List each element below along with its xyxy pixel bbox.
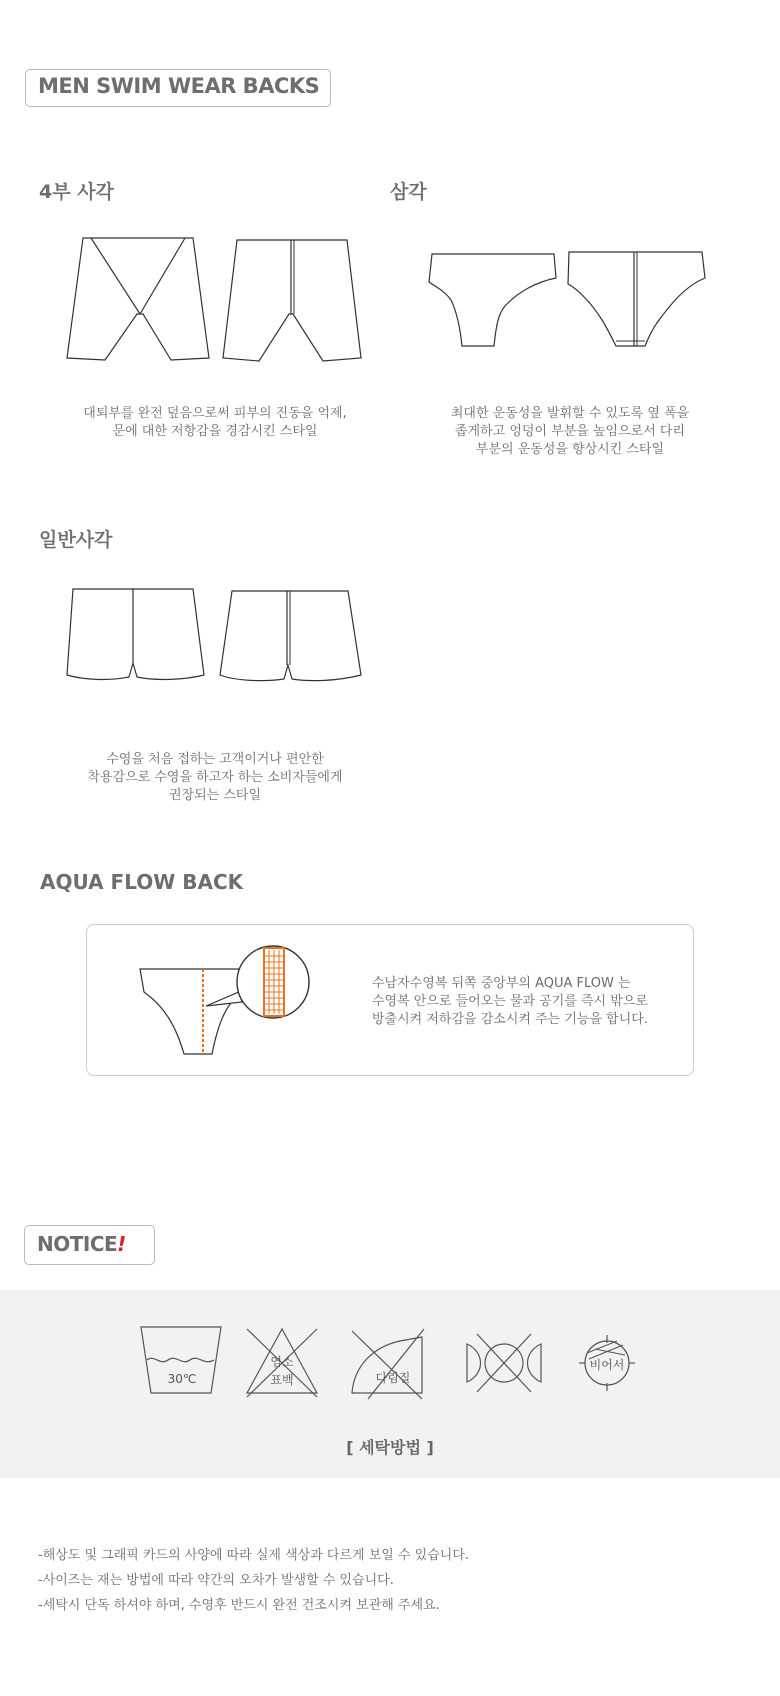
trunk-front-illustration: [64, 585, 209, 685]
aqua-flow-illustration: [136, 944, 316, 1059]
no-iron-label: 다림질: [375, 1371, 411, 1385]
jammer-back-illustration: [220, 236, 370, 374]
notice-bang: !: [117, 1232, 126, 1256]
desc-line: 최대한 운동성을 발휘할 수 있도록 옆 폭을: [450, 406, 690, 421]
section-heading-4bu: 4부 사각: [39, 181, 114, 203]
notice-label: [37, 1232, 126, 1256]
desc-line: 수남자수영복 뒤쪽 중앙부의 AQUA FLOW 는: [372, 976, 631, 991]
desc-line: 대퇴부를 완전 덮음으로써 피부의 진동을 억제,: [83, 406, 347, 421]
desc-line: 착용감으로 수영을 하고자 하는 소비자들에게: [87, 770, 343, 785]
no-bleach-label-line2: 표백: [270, 1373, 294, 1387]
desc-line: 수영복 안으로 들어오는 물과 공기를 즉시 밖으로: [372, 994, 648, 1009]
brief-front-illustration: [426, 252, 561, 352]
desc-line: 수영을 처음 접하는 고객이거나 편안한: [106, 752, 324, 767]
section-heading-samgak: 삼각: [390, 181, 427, 203]
desc-line: 방출시켜 저하감을 감소시켜 주는 기능을 합니다.: [372, 1012, 648, 1027]
section-heading-ilban: 일반사각: [39, 529, 113, 551]
aqua-flow-desc: [372, 975, 648, 1029]
aqua-flow-title: AQUA FLOW BACK: [40, 870, 244, 894]
no-bleach-label: [262, 1353, 302, 1389]
no-bleach-label-line1: 염소: [270, 1355, 294, 1369]
wash-method-label: [ 세탁방법 ]: [346, 1438, 434, 1457]
note-line: -사이즈는 재는 방법에 따라 약간의 오차가 발생할 수 있습니다.: [38, 1573, 394, 1588]
notice-notes: [38, 1543, 469, 1618]
desc-line: 문에 대한 저항감을 경감시킨 스타일: [112, 424, 318, 439]
notice-word: NOTICE: [37, 1232, 118, 1256]
section-desc-samgak: [410, 405, 730, 459]
no-iron-icon: [350, 1327, 428, 1399]
no-tumble-dry-icon: [465, 1332, 543, 1394]
note-line: -해상도 및 그래픽 카드의 사양에 따라 실제 색상과 다르게 보일 수 있습니다.: [38, 1548, 470, 1563]
trunk-back-illustration: [218, 587, 368, 687]
note-line: -세탁시 단독 하셔야 하며, 수영후 반드시 완전 건조시켜 보관해 주세요.: [38, 1598, 440, 1613]
desc-line: 부분의 운동성을 향상시킨 스타일: [475, 442, 665, 457]
page-title: MEN SWIM WEAR BACKS: [38, 74, 320, 98]
brief-back-illustration: [565, 250, 710, 352]
section-desc-ilban: [65, 751, 365, 805]
desc-line: 좁게하고 엉덩이 부분을 높임으로서 다리: [454, 424, 685, 439]
no-wring-label: 비어서: [589, 1358, 625, 1372]
jammer-front-illustration: [60, 232, 220, 372]
section-desc-4bu: [65, 405, 365, 441]
desc-line: 권장되는 스타일: [168, 788, 262, 803]
wash-30-label: 30℃: [167, 1372, 197, 1386]
